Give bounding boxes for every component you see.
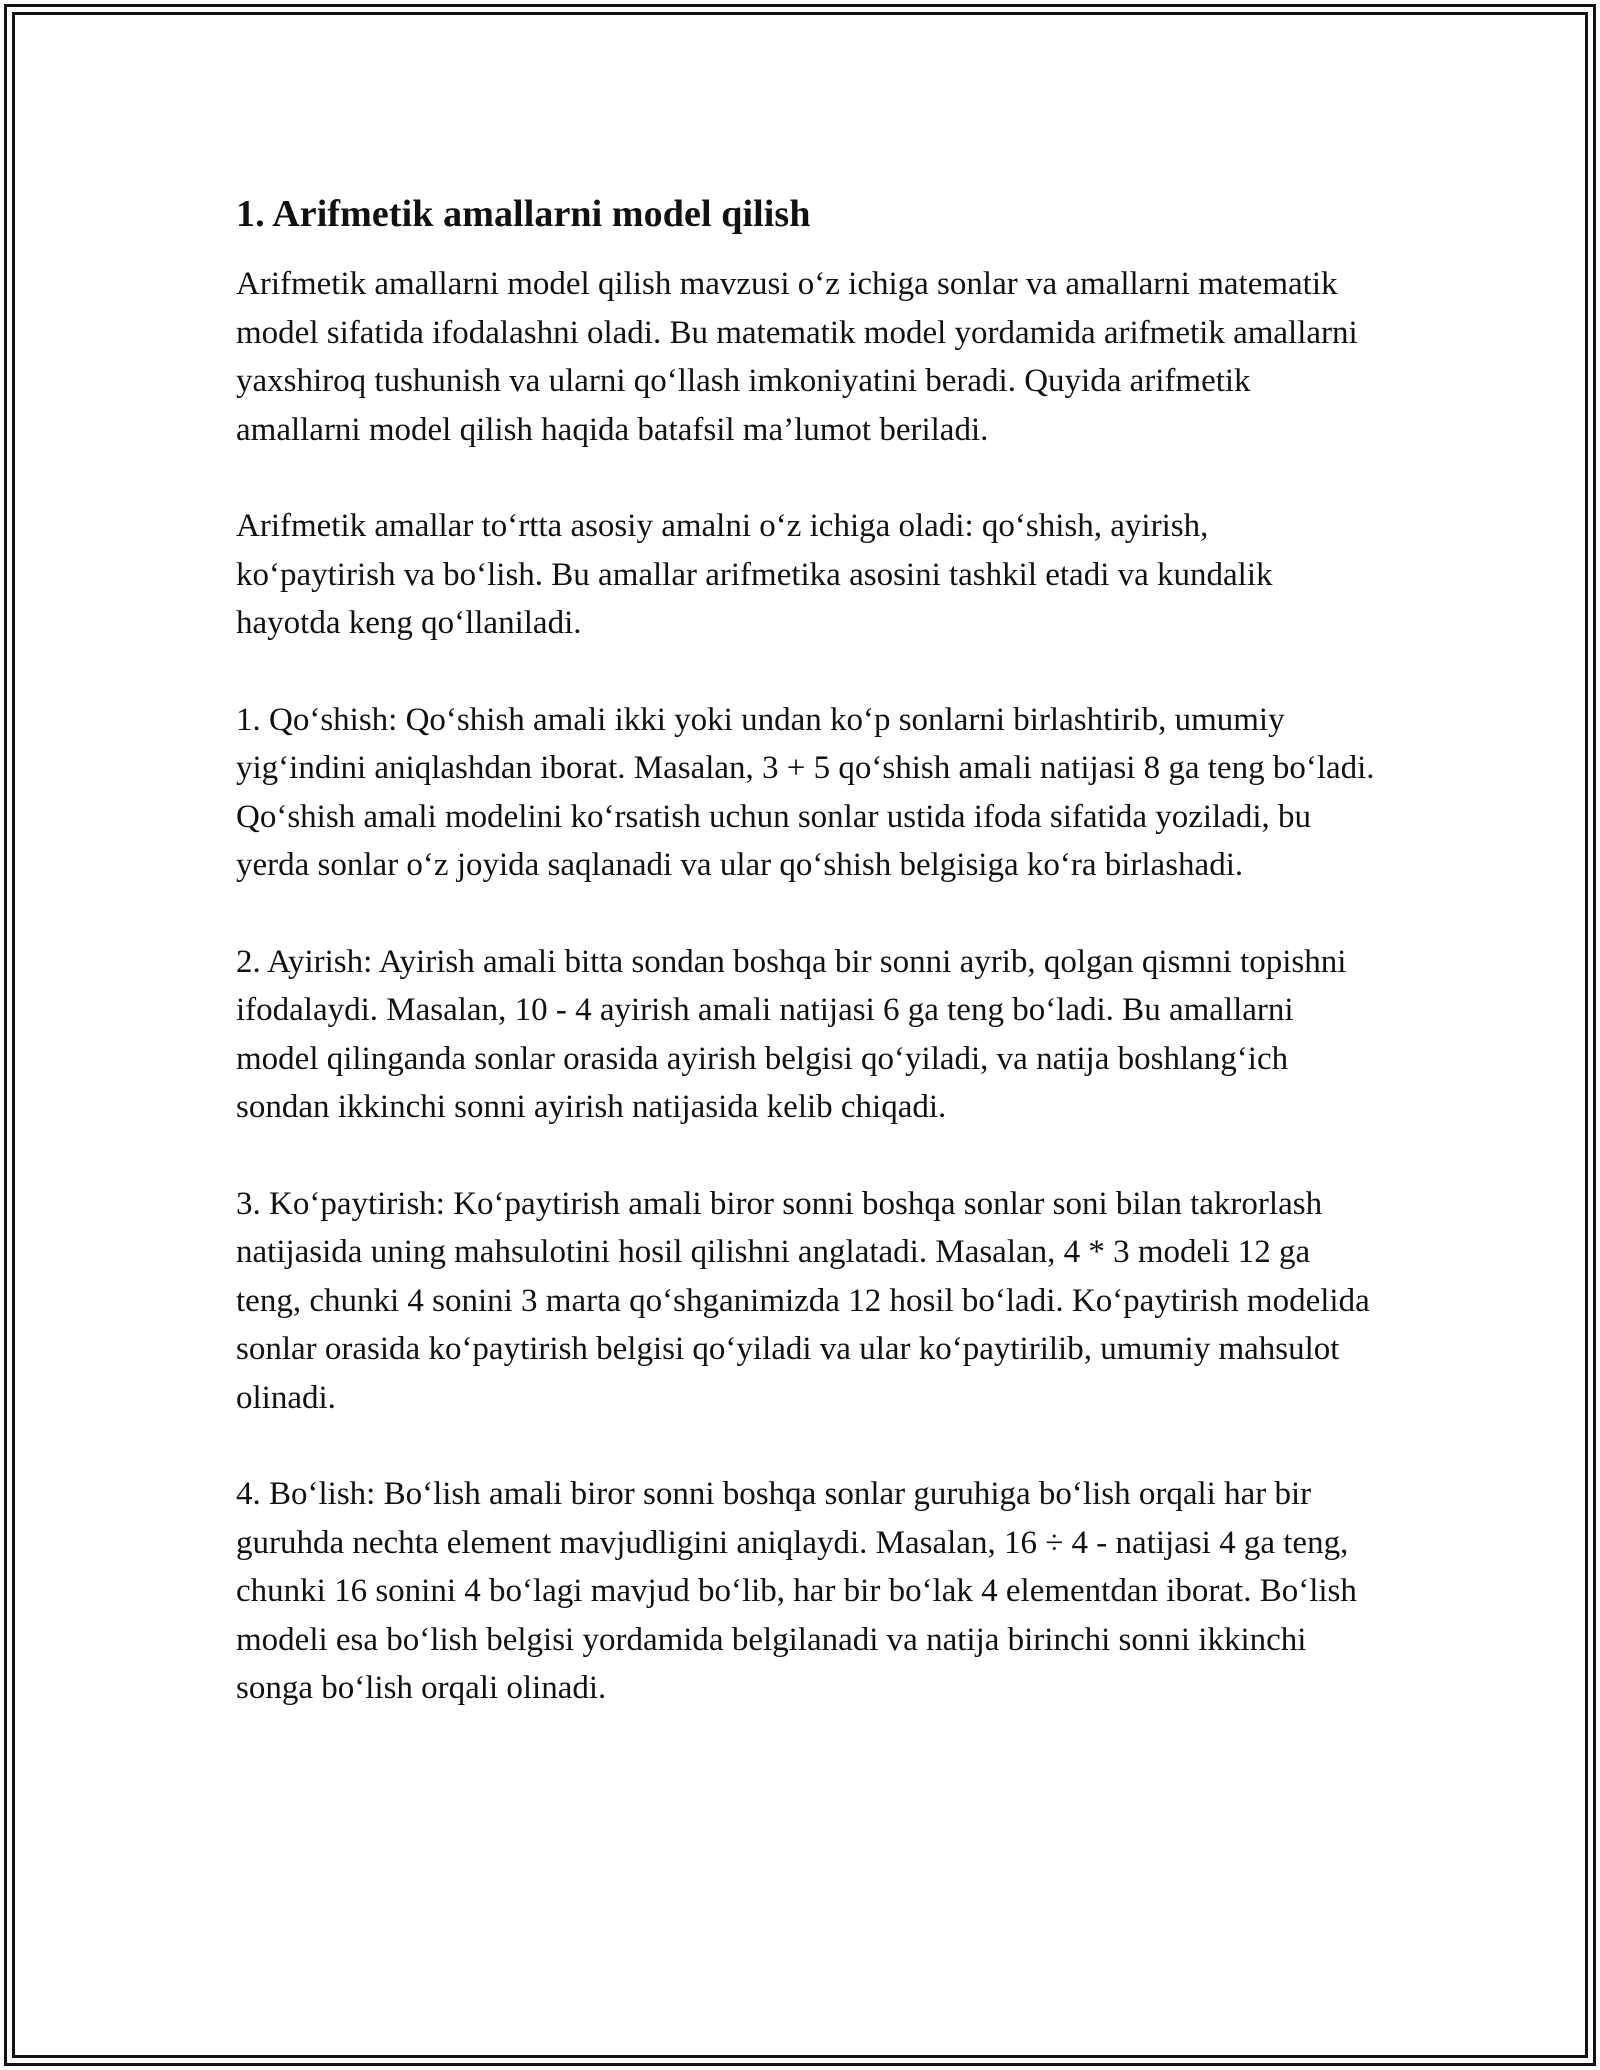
paragraph-multiplication: 3. Ko‘paytirish: Ko‘paytirish amali biror sonni boshqa sonlar soni bilan takrorlash natijasida uning mahsulotini hosil qilishni anglatadi. Masalan, 4 * 3 modeli 12 ga teng, chunki 4 sonini 3 marta qo‘shganimizda 12 hosil bo‘ladi. Ko‘paytirish modelida sonlar orasida ko‘paytirish belgisi qo‘yiladi va ular ko‘paytirilib, umumiy mahsulot olinadi. <box>236 1185 1370 1416</box>
section-heading: 1. Arifmetik amallarni model qilish <box>236 193 811 235</box>
paragraph-overview: Arifmetik amallar to‘rtta asosiy amalni o‘z ichiga oladi: qo‘shish, ayirish, ko‘paytirish va bo‘lish. Bu amallar arifmetika asosini tashkil etadi va kundalik hayotda keng qo‘llaniladi. <box>236 508 1273 641</box>
paragraph-intro: Arifmetik amallarni model qilish mavzusi o‘z ichiga sonlar va amallarni matematik model sifatida ifodalashni oladi. Bu matematik model yordamida arifmetik amallarni yaxshiroq tushunish va ularni qo‘llash imkoniyatini beradi. Quyida arifmetik amallarni model qilish haqida batafsil ma’lumot beriladi. <box>236 266 1358 448</box>
paragraph-division: 4. Bo‘lish: Bo‘lish amali biror sonni boshqa sonlar guruhiga bo‘lish orqali har bir guruhda nechta element mavjudligini aniqlaydi. Masalan, 16 ÷ 4 - natijasi 4 ga teng, chunki 16 sonini 4 bo‘lagi mavjud bo‘lib, har bir bo‘lak 4 elementdan iborat. Bo‘lish modeli esa bo‘lish belgisi yordamida belgilanadi va natija birinchi sonni ikkinchi songa bo‘lish orqali olinadi. <box>236 1476 1357 1706</box>
paragraph-subtraction: 2. Ayirish: Ayirish amali bitta sondan boshqa bir sonni ayrib, qolgan qismni topishni ifodalaydi. Masalan, 10 - 4 ayirish amali natijasi 6 ga teng bo‘ladi. Bu amallarni model qilinganda sonlar orasida ayirish belgisi qo‘yiladi, va natija boshlang‘ich sondan ikkinchi sonni ayirish natijasida kelib chiqadi. <box>236 943 1347 1125</box>
paragraph-addition: 1. Qo‘shish: Qo‘shish amali ikki yoki undan ko‘p sonlarni birlashtirib, umumiy yig‘indini aniqlashdan iborat. Masalan, 3 + 5 qo‘shish amali natijasi 8 ga teng bo‘ladi. Qo‘shish amali modelini ko‘rsatish uchun sonlar ustida ifoda sifatida yoziladi, bu yerda sonlar o‘z joyida saqlanadi va ular qo‘shish belgisiga ko‘ra birlashadi. <box>236 701 1375 883</box>
document-body <box>236 188 1376 1713</box>
